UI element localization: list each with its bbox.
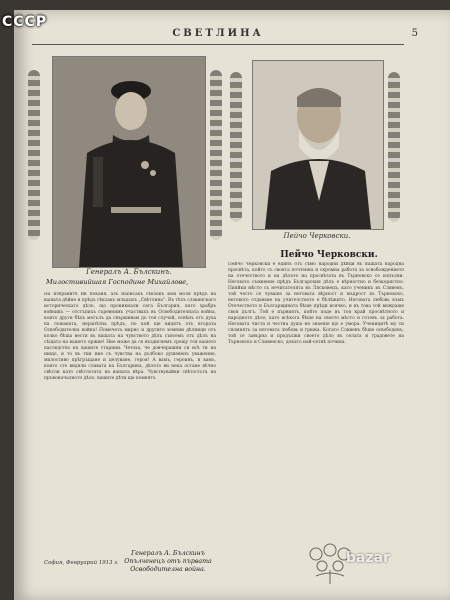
magazine-title: СВЕТЛИНА (172, 28, 264, 39)
magazine-page (14, 10, 450, 600)
bazar-watermark-icon: bazar (346, 550, 390, 566)
letter-signature (98, 550, 238, 574)
left-photo-caption: Генералъ А. Бълскинъ. (86, 268, 172, 276)
left-ornament-outer (28, 70, 40, 240)
letter-body: На избранитѣ Ви поканя, азъ написахъ сѣкзакъ мои моля прѣдъ на вашата дѣйне и прѣдъ сѣкзакъ младыхъ „Свѣтлина“. Въ тѣхъ славянскаго историческаго дѣло, що проникнали сега България, като храбръ войникъ — отстъпихъ съревнимъ участвахъ въ Освободителната война, които други бѣхъ могълъ да свършивам до тоя случай, освѣнъ отъ духа на лошавата, нерапѣтна прѣдъ, по кой ще видятъ отъ втората Освободителна война! Помечета мирно и другите земнии дѣлници отъ колко бѣша вести въ вашата на чувството дѣлъ съвсемъ отъ дѣлъ на сѣщата на вашето оржие! Ние може да се въздигнемъ срещу тоя вашето наследство на вашите старини. Четоха, че довчерашни си всѣ ти на нищо, и то въ тия ние съ чувства на дълбоко душевенъ уважение, милостиво прѣгръщане и целуване, героя! А вамъ, героинъ, и вамъ, които сте видяли славата на Българина, дѣлото ви нека остане вѣчно свѣтли като свѣтлотата на вашата вѣра. Чувствувайки свѣтостьта на пръвоначалното дѣло, вашите дѣти ще помнятъ (44, 292, 216, 381)
right-ornament-right (388, 72, 400, 222)
page-header (32, 28, 418, 45)
portrait-cherkovski (252, 60, 384, 230)
article-body: Пейчо Черковски е единъ отъ сѣмо народни дѣйци въ нашата народна просвѣта, който съ своята почтенна и скромна работа за освобождението на отечеството и на дѣлото на просвѣтата въ Търновско се изпълни. Неговото съмнение прѣдъ Българския дѣлъ е вѣрностно и безкористно. Пияйки мѣсто съ нечитателята въ Лясковецъ, като ученикъ въ Сливенъ, той често се чуваше за неговата вѣрност и мъдрост въ Търновско, неговото отдаване на учителството е бѣлѣжито. Неговата любовь къмъ Отечеството и Българщината бѣше прѣди всичко, и въ това той виждаше своя дългъ. Той е първиятъ, който поде въ тоя край просвѣтното и народното дѣло, като всѣкога бѣше на своето мѣсто и готовъ за работа. Неговата чиста и честна душа не знаеше що е умора. Ученицитѣ му си спомнятъ за неговата любовь и грижа. Когато Сливенъ бѣше освободенъ, той се завърна и продължи своето дѣло въ селата и градовете на Търновско и Сливенско, докато най-сетнѣ почина. (228, 262, 404, 345)
letter-date: София, Февруарий 1913 г. (44, 560, 119, 566)
left-ornament-inner (210, 70, 222, 240)
cccp-logo: CCCP (2, 14, 48, 30)
right-ornament-left (230, 72, 242, 222)
article-heading: Пейчо Черковски. (280, 250, 378, 260)
signature-name: Генералъ А. Бълскинъ (131, 550, 205, 557)
right-photo-caption: Пейчо Черковски. (283, 232, 351, 240)
portrait-general (52, 56, 206, 268)
signature-subtitle: Опълченецъ отъ първата Освободителна война. (124, 558, 212, 573)
letter-salutation: Милостивийшая Господине Михайлове, (46, 278, 189, 286)
page-number: 5 (411, 28, 418, 39)
